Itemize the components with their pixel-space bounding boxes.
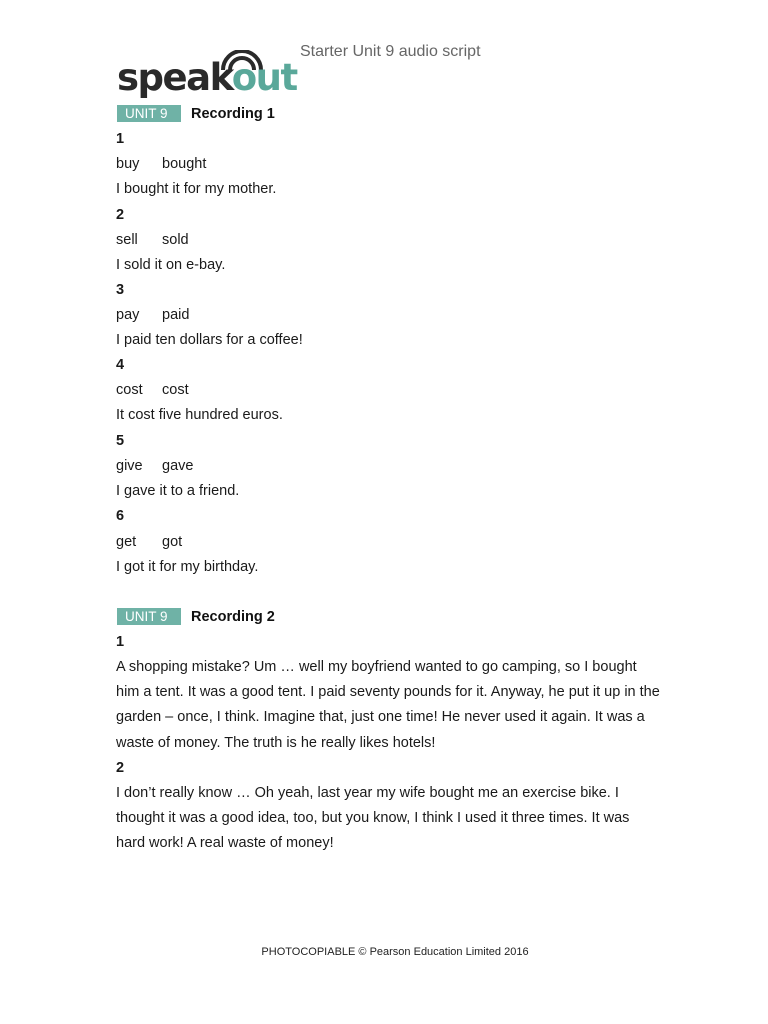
verb-pair: get got (116, 534, 183, 550)
item-number: 5 (116, 433, 125, 449)
item-number: 4 (116, 357, 125, 373)
document-title: Starter Unit 9 audio script (300, 43, 481, 60)
verb-pair: cost cost (116, 382, 189, 398)
item-number: 2 (116, 760, 125, 776)
item-number: 1 (116, 634, 125, 650)
example-sentence: I paid ten dollars for a coffee! (116, 332, 303, 348)
example-sentence: I bought it for my mother. (116, 181, 277, 197)
recording-1-header (117, 105, 275, 122)
item-number: 6 (116, 508, 125, 524)
recording-label: Recording 2 (191, 608, 275, 625)
logo-wordmark: speakout (117, 56, 297, 99)
recording-2-header (117, 608, 275, 625)
example-sentence: It cost five hundred euros. (116, 407, 283, 423)
item-number: 3 (116, 282, 125, 298)
example-sentence: I sold it on e-bay. (116, 257, 226, 273)
example-sentence: I gave it to a friend. (116, 483, 240, 499)
speakout-logo (117, 50, 297, 99)
verb-pair: pay paid (116, 307, 190, 323)
item-number: 2 (116, 207, 125, 223)
recording-label: Recording 1 (191, 105, 275, 122)
unit-badge: UNIT 9 (117, 608, 181, 625)
verb-pair: buy bought (116, 156, 207, 172)
transcript-paragraph: A shopping mistake? Um … well my boyfriend wanted to go camping, so I bought him a tent. It was a good tent. I paid seventy pounds for it. Anyway, he put it up in the garden – once, I think. Imagine that, just one time! He never used it again. It was a waste of money. The truth is he really likes hotels! (116, 659, 660, 751)
copyright-footer: PHOTOCOPIABLE © Pearson Education Limited 2016 (261, 946, 529, 958)
transcript-paragraph: I don’t really know … Oh yeah, last year my wife bought me an exercise bike. I thought it was a good idea, too, but you know, I think I used it three times. It was hard work! A real waste of money! (116, 785, 630, 852)
example-sentence: I got it for my birthday. (116, 559, 259, 575)
verb-pair: sell sold (116, 232, 189, 248)
unit-badge: UNIT 9 (117, 105, 181, 122)
verb-pair: give gave (116, 458, 194, 474)
item-number: 1 (116, 131, 125, 147)
